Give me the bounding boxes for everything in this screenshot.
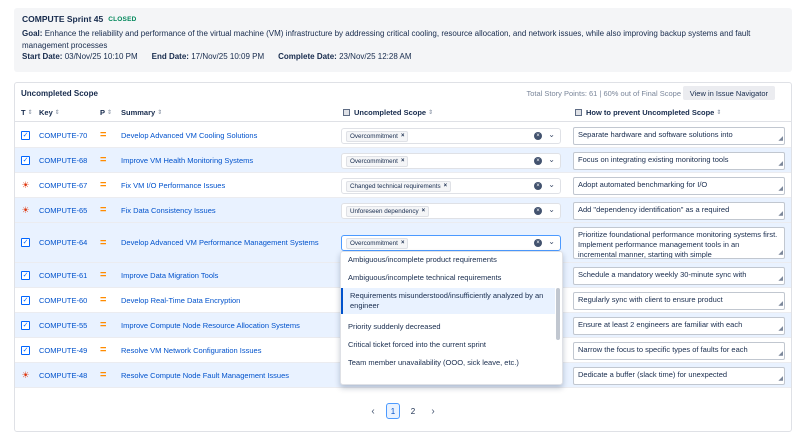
- view-in-issue-navigator-button[interactable]: View in Issue Navigator: [683, 86, 775, 100]
- priority-medium-icon: =: [100, 369, 107, 381]
- prevention-textarea[interactable]: [573, 342, 785, 360]
- priority-medium-icon: =: [100, 129, 107, 141]
- bug-icon: ☀: [21, 369, 30, 380]
- priority-medium-icon: =: [100, 236, 107, 249]
- issue-type: [21, 288, 30, 312]
- prevention-text: Dedicate a buffer (slack time) for unexpected: [578, 370, 728, 379]
- chevron-down-icon[interactable]: ⌄: [548, 155, 555, 164]
- issue-summary-link[interactable]: Fix VM I/O Performance Issues: [121, 180, 226, 190]
- prevention-text: Ensure at least 2 engineers are familiar with each: [578, 320, 743, 329]
- issue-key-link[interactable]: COMPUTE-61: [39, 270, 88, 280]
- priority-medium-icon: =: [100, 319, 107, 331]
- dropdown-scrollbar[interactable]: [556, 288, 560, 340]
- page-1-button[interactable]: 1: [386, 403, 400, 419]
- remove-chip-icon[interactable]: ×: [400, 133, 405, 139]
- issue-type: [21, 363, 30, 387]
- resize-handle-icon[interactable]: ◢: [778, 276, 783, 282]
- sprint-status-badge: CLOSED: [108, 15, 137, 23]
- sort-icon: ⇕: [27, 109, 33, 116]
- prevention-textarea[interactable]: [573, 267, 785, 285]
- issue-type: [21, 148, 30, 172]
- next-page-icon[interactable]: ›: [431, 405, 435, 417]
- field-icon: [575, 109, 582, 116]
- resize-handle-icon[interactable]: ◢: [778, 250, 783, 256]
- issue-key-link[interactable]: COMPUTE-48: [39, 370, 88, 380]
- table-row: [15, 173, 791, 198]
- column-header-how-to-prevent[interactable]: How to prevent Uncompleted Scope ⇕: [575, 105, 721, 119]
- prev-page-icon[interactable]: ‹: [371, 405, 375, 417]
- table-row: [15, 123, 791, 148]
- uncompleted-scope-dropdown: [340, 251, 563, 385]
- header-divider: [15, 121, 791, 122]
- story-icon: ✓: [22, 131, 29, 139]
- uncompleted-scope-select[interactable]: [341, 128, 561, 144]
- column-header-uncompleted-scope[interactable]: Uncompleted Scope ⇕: [343, 105, 433, 119]
- chevron-down-icon[interactable]: ⌄: [548, 205, 555, 214]
- issue-type: [21, 198, 30, 222]
- start-date: 03/Nov/25 10:10 PM: [64, 52, 138, 61]
- chevron-down-icon[interactable]: ⌄: [548, 130, 555, 139]
- issue-type: [21, 223, 30, 262]
- goal-label: Goal:: [22, 29, 43, 38]
- prevention-text: Add "dependency identification" as a required: [578, 205, 730, 214]
- clear-icon[interactable]: ×: [534, 157, 542, 165]
- issue-key-link[interactable]: COMPUTE-64: [39, 238, 88, 247]
- prevention-textarea[interactable]: [573, 317, 785, 335]
- bug-icon: ☀: [21, 204, 30, 215]
- dropdown-option[interactable]: Ambiguous/incomplete product requirements: [348, 255, 497, 264]
- sort-icon: ⇕: [716, 109, 722, 116]
- reason-chip: [346, 131, 408, 142]
- sprint-name: COMPUTE Sprint 45: [22, 14, 104, 24]
- uncompleted-scope-select[interactable]: [341, 235, 561, 251]
- issue-key-link[interactable]: COMPUTE-49: [39, 345, 88, 355]
- clear-icon[interactable]: ×: [534, 182, 542, 190]
- goal-text: Enhance the reliability and performance of the virtual machine (VM) infrastructure by addressing critical cooling, resource allocation, and network issues, while also improving backup systems and fault management processes: [22, 29, 751, 50]
- reason-chip-label: Overcommitment: [350, 157, 398, 165]
- table-row: [15, 198, 791, 223]
- column-header-summary[interactable]: Summary ⇕: [121, 107, 163, 117]
- prevention-textarea[interactable]: [573, 227, 785, 259]
- issue-summary-link[interactable]: Develop Real-Time Data Encryption: [121, 295, 241, 305]
- sort-icon: ⇕: [428, 109, 434, 116]
- dropdown-option[interactable]: Ambiguous/incomplete technical requirements: [348, 273, 502, 282]
- priority-medium-icon: =: [100, 269, 107, 281]
- story-icon: ✓: [22, 296, 29, 304]
- reason-chip: [346, 206, 429, 217]
- resize-handle-icon[interactable]: ◢: [778, 301, 783, 307]
- resize-handle-icon[interactable]: ◢: [778, 376, 783, 382]
- priority-medium-icon: =: [100, 179, 107, 191]
- prevention-text: Regularly sync with client to ensure product: [578, 295, 723, 304]
- prevention-text: Separate hardware and software solutions into: [578, 130, 733, 139]
- uncompleted-scope-select[interactable]: [341, 178, 561, 194]
- clear-icon[interactable]: ×: [534, 239, 542, 247]
- table-row: [15, 148, 791, 173]
- dropdown-option[interactable]: Team member unavailability (OOO, sick leave, etc.): [348, 358, 519, 367]
- reason-chip: [346, 156, 408, 167]
- pagination: [15, 403, 791, 419]
- uncompleted-scope-select[interactable]: [341, 153, 561, 169]
- reason-chip-label: Overcommitment: [350, 132, 398, 140]
- issue-type: [21, 263, 30, 287]
- story-points-summary: Total Story Points: 61 | 60% out of Final Scope: [526, 89, 681, 98]
- prevention-textarea[interactable]: [573, 177, 785, 195]
- resize-handle-icon[interactable]: ◢: [778, 161, 783, 167]
- issue-type: [21, 173, 30, 197]
- page-2-button[interactable]: 2: [410, 406, 416, 416]
- issue-type: [21, 338, 30, 362]
- issue-summary-link[interactable]: Resolve VM Network Configuration Issues: [121, 345, 262, 355]
- issue-summary-link[interactable]: Resolve Compute Node Fault Management Issues: [121, 370, 290, 380]
- clear-icon[interactable]: ×: [534, 207, 542, 215]
- story-icon: ✓: [22, 346, 29, 354]
- remove-chip-icon[interactable]: ×: [400, 240, 405, 246]
- end-date-label: End Date:: [151, 52, 189, 61]
- resize-handle-icon[interactable]: ◢: [778, 211, 783, 217]
- uncompleted-scope-select[interactable]: [341, 203, 561, 219]
- field-icon: [343, 109, 350, 116]
- sort-icon: ⇕: [107, 109, 113, 116]
- prevention-text: Adopt automated benchmarking for I/O: [578, 180, 708, 189]
- priority-medium-icon: =: [100, 204, 107, 216]
- start-date-label: Start Date:: [22, 52, 63, 61]
- remove-chip-icon[interactable]: ×: [443, 183, 448, 189]
- end-date: 17/Nov/25 10:09 PM: [191, 52, 265, 61]
- issue-type: [21, 123, 30, 147]
- priority-medium-icon: =: [100, 344, 107, 356]
- sprint-header: [14, 8, 792, 72]
- remove-chip-icon[interactable]: ×: [400, 158, 405, 164]
- dropdown-option[interactable]: Priority suddenly decreased: [348, 322, 441, 331]
- resize-handle-icon[interactable]: ◢: [778, 136, 783, 142]
- resize-handle-icon[interactable]: ◢: [778, 326, 783, 332]
- story-icon: ✓: [22, 271, 29, 279]
- prevention-textarea[interactable]: [573, 152, 785, 170]
- chevron-down-icon[interactable]: ⌄: [548, 237, 555, 246]
- dropdown-option[interactable]: Critical ticket forced into the current sprint: [348, 340, 486, 349]
- story-icon: ✓: [22, 321, 29, 329]
- issue-summary-link[interactable]: Develop Advanced VM Performance Management Systems: [121, 238, 319, 247]
- reason-chip-label: Unforeseen dependency: [350, 207, 419, 215]
- reason-chip: [346, 181, 451, 192]
- prevention-text: Prioritize foundational performance monitoring systems first. Implement performance management tools in an incremental manner, starting with simple: [578, 230, 778, 259]
- sort-icon: ⇕: [54, 109, 60, 116]
- issue-type: [21, 313, 30, 337]
- clear-icon[interactable]: ×: [534, 132, 542, 140]
- issue-key-link[interactable]: COMPUTE-70: [39, 130, 88, 140]
- reason-chip: [346, 238, 408, 249]
- sprint-dates: [22, 52, 784, 61]
- sprint-goal: [22, 28, 784, 51]
- resize-handle-icon[interactable]: ◢: [778, 186, 783, 192]
- priority-medium-icon: =: [100, 294, 107, 306]
- issue-key-link[interactable]: COMPUTE-67: [39, 180, 88, 190]
- column-header-priority[interactable]: P ⇕: [100, 107, 113, 117]
- issue-key-link[interactable]: COMPUTE-55: [39, 320, 88, 330]
- prevention-textarea[interactable]: [573, 202, 785, 220]
- issue-key-link[interactable]: COMPUTE-68: [39, 155, 88, 165]
- issue-key-link[interactable]: COMPUTE-65: [39, 205, 88, 215]
- issue-summary-link[interactable]: Fix Data Consistency Issues: [121, 205, 216, 215]
- story-icon: ✓: [22, 156, 29, 164]
- reason-chip-label: Overcommitment: [350, 239, 398, 247]
- prevention-text: Focus on integrating existing monitoring tools: [578, 155, 729, 164]
- prevention-textarea[interactable]: [573, 367, 785, 385]
- prevention-textarea[interactable]: [573, 292, 785, 310]
- prevention-text: Schedule a mandatory weekly 30-minute sync with: [578, 270, 747, 279]
- story-icon: ✓: [22, 239, 29, 246]
- chevron-down-icon[interactable]: ⌄: [548, 180, 555, 189]
- prevention-textarea[interactable]: [573, 127, 785, 145]
- bug-icon: ☀: [21, 179, 30, 190]
- column-header-type[interactable]: T ⇕: [21, 107, 33, 117]
- resize-handle-icon[interactable]: ◢: [778, 351, 783, 357]
- prevention-text: Narrow the focus to specific types of faults for each: [578, 345, 748, 354]
- reason-chip-label: Changed technical requirements: [350, 182, 441, 190]
- sort-icon: ⇕: [157, 109, 163, 116]
- panel-title: Uncompleted Scope: [21, 89, 98, 98]
- issue-summary-link[interactable]: Develop Advanced VM Cooling Solutions: [121, 130, 258, 140]
- remove-chip-icon[interactable]: ×: [421, 208, 426, 214]
- dropdown-option-highlighted[interactable]: Requirements misunderstood/insufficiently analyzed by an engineer: [341, 288, 555, 314]
- complete-date-label: Complete Date:: [278, 52, 337, 61]
- issue-summary-link[interactable]: Improve VM Health Monitoring Systems: [121, 155, 254, 165]
- issue-summary-link[interactable]: Improve Data Migration Tools: [121, 270, 219, 280]
- issue-summary-link[interactable]: Improve Compute Node Resource Allocation Systems: [121, 320, 300, 330]
- issue-key-link[interactable]: COMPUTE-60: [39, 295, 88, 305]
- priority-medium-icon: =: [100, 154, 107, 166]
- complete-date: 23/Nov/25 12:28 AM: [339, 52, 412, 61]
- column-header-key[interactable]: Key ⇕: [39, 107, 60, 117]
